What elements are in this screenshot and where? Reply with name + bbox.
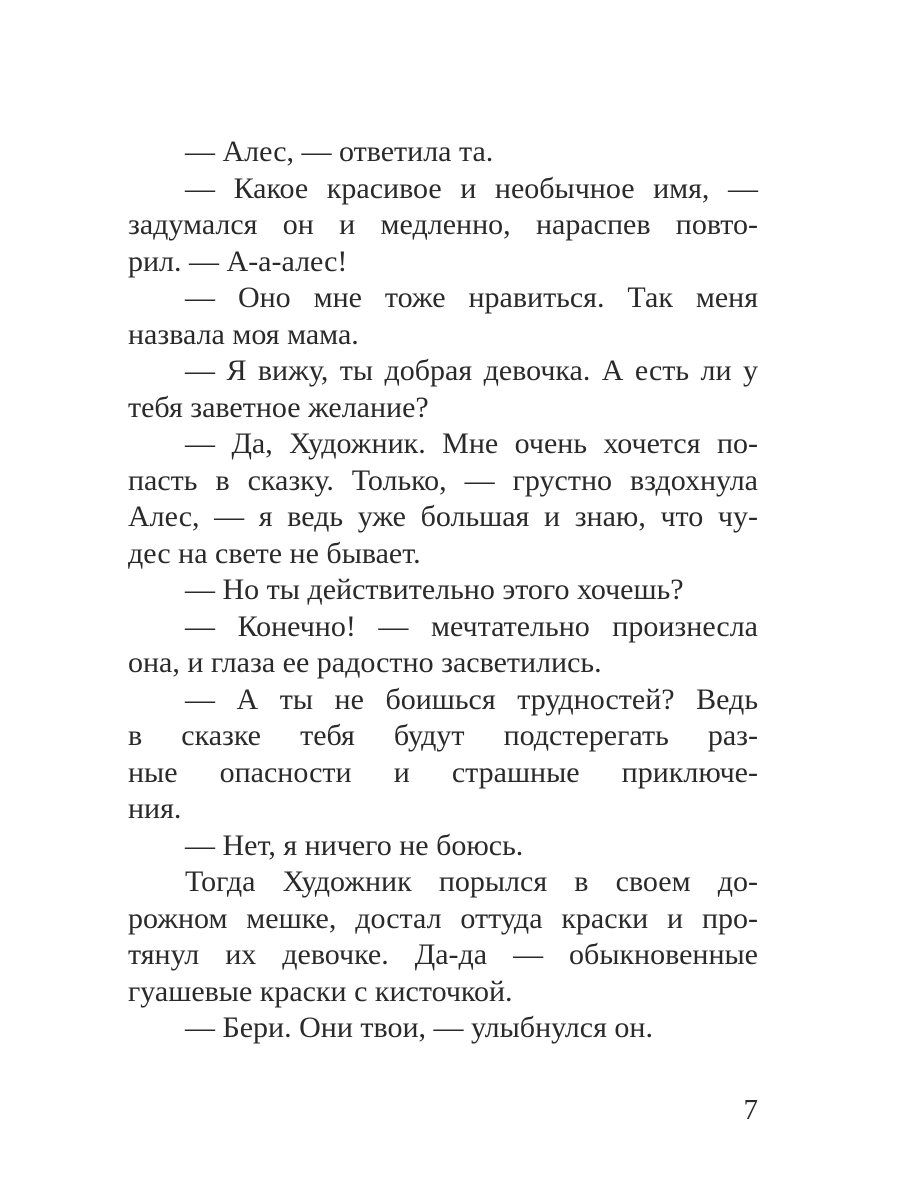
text-line: рожном мешке, достал оттуда краски и про- (128, 901, 758, 935)
text-line: гуашевые краски с кисточкой. (128, 974, 513, 1008)
text-line: — Конечно! — мечтательно произнесла (185, 609, 758, 643)
text-line: ные опасности и страшные приключе- (128, 755, 758, 789)
text-line: — Но ты действительно этого хочешь? (185, 573, 684, 606)
text-line: тянул их девочке. Да-да — обыкновенные (128, 938, 758, 971)
text-line: — Оно мне тоже нравиться. Так меня (185, 281, 758, 314)
text-line: — Какое красивое и необычное имя, — (185, 171, 758, 205)
text-line: — Бери. Они твои, — улыбнулся он. (185, 1011, 653, 1044)
text-line: задумался он и медленно, нараспев повто- (128, 208, 758, 241)
text-line: тебя заветное желание? (128, 390, 429, 424)
text-line: — Я вижу, ты добрая девочка. А есть ли у (185, 354, 758, 387)
text-line: рил. — А-а-алес! (128, 244, 348, 278)
text-line: — А ты не боишься трудностей? Ведь (185, 682, 758, 716)
text-line: — Алес, — ответила та. (185, 135, 494, 168)
text-line: — Да, Художник. Мне очень хочется по- (185, 427, 758, 460)
text-line: в сказке тебя будут подстерегать раз- (128, 719, 758, 752)
text-line: пасть в сказку. Только, — грустно вздохнула (128, 463, 758, 497)
text-line: она, и глаза ее радостно засветились. (128, 646, 602, 679)
text-line: дес на свете не бывает. (128, 536, 421, 570)
text-line: — Нет, я ничего не боюсь. (185, 828, 524, 862)
text-line: ния. (128, 792, 182, 825)
page-text (128, 134, 758, 1047)
text-line: назвала моя мама. (128, 317, 359, 351)
text-line: Алес, — я ведь уже большая и знаю, что чу- (128, 500, 758, 533)
text-line: Тогда Художник порылся в своем до- (185, 865, 758, 898)
page-number: 7 (743, 1094, 758, 1126)
